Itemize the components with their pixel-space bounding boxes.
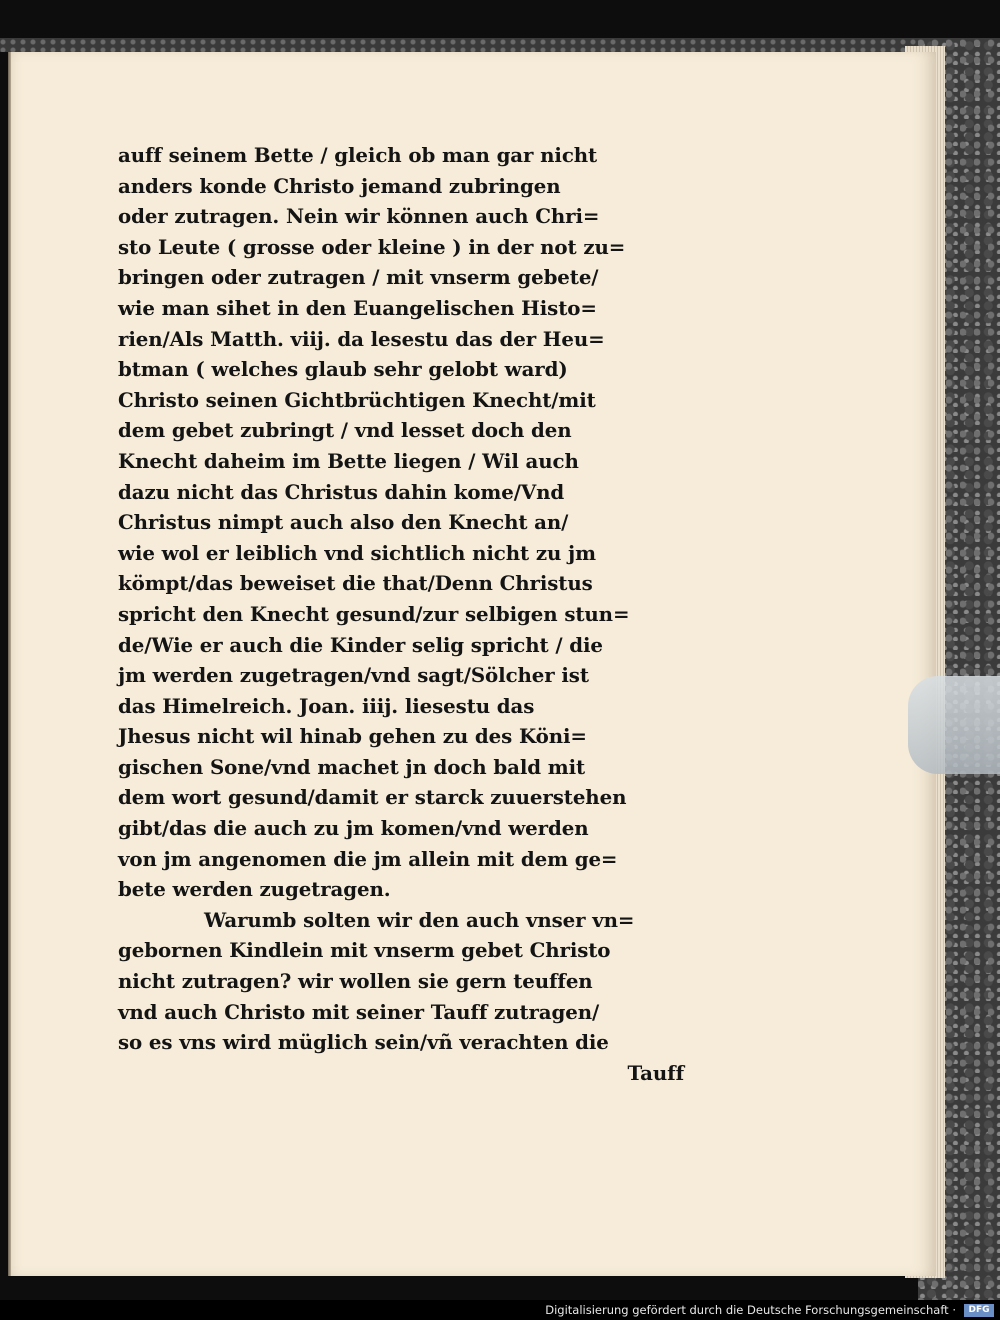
footer-bar xyxy=(0,1300,1000,1320)
text-line: kömpt/das beweiset die that/Denn Christus xyxy=(118,571,593,596)
gutter-line xyxy=(8,52,11,1276)
text-line: bete werden zugetragen. xyxy=(118,877,391,902)
text-line: sto Leute ( grosse oder kleine ) in der not zu= xyxy=(118,234,626,259)
text-line: spricht den Knecht gesund/zur selbigen stun= xyxy=(118,601,630,626)
text-line: gischen Sone/vnd machet jn doch bald mit xyxy=(118,754,586,779)
text-line: von jm angenomen die jm allein mit dem ge= xyxy=(118,846,618,871)
text-line: nicht zutragen? wir wollen sie gern teuffen xyxy=(118,969,593,994)
text-line: jm werden zugetragen/vnd sagt/Sölcher ist xyxy=(118,663,589,688)
text-line: dem wort gesund/damit er starck zuuerstehen xyxy=(118,785,627,810)
text-line: oder zutragen. Nein wir können auch Chri= xyxy=(118,204,600,229)
board-top-edge xyxy=(0,38,1000,52)
text-line: btman ( welches glaub sehr gelobt ward) xyxy=(118,357,568,382)
funding-credit: Digitalisierung gefördert durch die Deutsche Forschungsgemeinschaft · xyxy=(545,1303,956,1317)
text-block xyxy=(118,140,684,1088)
text-line: Christus nimpt auch also den Knecht an/ xyxy=(118,510,569,535)
paragraph-start-line: Warumb solten wir den auch vnser vn= xyxy=(204,907,635,932)
text-line: de/Wie er auch die Kinder selig spricht / die xyxy=(118,632,603,657)
text-line: Jhesus nicht wil hinab gehen zu des Köni= xyxy=(118,724,587,749)
text-line: gibt/das die auch zu jm komen/vnd werden xyxy=(118,816,589,841)
text-line: rien/Als Matth. viij. da lesestu das der Heu= xyxy=(118,326,605,351)
text-line: auff seinem Bette / gleich ob man gar nicht xyxy=(118,143,598,167)
text-line: dem gebet zubringt / vnd lesset doch den xyxy=(118,418,572,443)
catchword: Tauff xyxy=(627,1060,684,1085)
dfg-logo: DFG xyxy=(964,1304,994,1317)
text-line: wie wol er leiblich vnd sichtlich nicht zu jm xyxy=(118,540,596,565)
text-line: vnd auch Christo mit seiner Tauff zutragen/ xyxy=(118,999,600,1024)
text-line: dazu nicht das Christus dahin kome/Vnd xyxy=(118,479,565,504)
text-line: das Himelreich. Joan. iiij. liesestu das xyxy=(118,693,535,718)
text-line: bringen oder zutragen / mit vnserm gebete/ xyxy=(118,265,599,290)
text-line: Christo seinen Gichtbrüchtigen Knecht/mit xyxy=(118,387,596,412)
text-line: Knecht daheim im Bette liegen / Wil auch xyxy=(118,448,579,473)
text-line: anders konde Christo jemand zubringen xyxy=(118,173,561,198)
text-line: gebornen Kindlein mit vnserm gebet Christo xyxy=(118,938,611,963)
text-line: so es vns wird müglich sein/vñ verachten die xyxy=(118,1030,609,1055)
text-line: wie man sihet in den Euangelischen Histo= xyxy=(118,295,597,320)
bookmark-clip xyxy=(908,676,1000,774)
